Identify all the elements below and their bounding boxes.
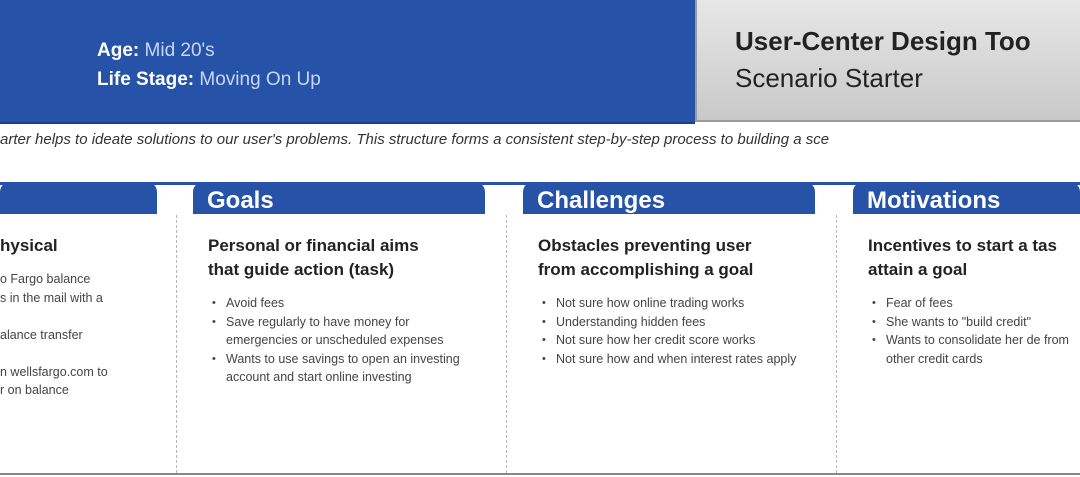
tab-challenges [523,182,815,214]
column-divider [176,215,177,473]
challenges-heading [538,234,813,282]
persona-heading [0,234,170,258]
list-item: • Fear of fees [886,294,1078,313]
persona-column [0,234,170,400]
heading-line: Incentives to start a tas [868,236,1057,255]
column-divider [836,215,837,473]
motivations-heading [868,234,1078,282]
document-subtitle: Scenario Starter [735,63,923,93]
list-item: • Wants to consolidate her de from other credit cards [886,331,1078,368]
heading-line: hysical [0,236,58,255]
heading-line: from accomplishing a goal [538,260,754,279]
heading-line: attain a goal [868,260,968,279]
life-stage-label: Life Stage: [97,69,195,90]
list-item: • Avoid fees [226,294,470,313]
motivations-list [868,294,1078,368]
intro-text: arter helps to ideate solutions to our user's problems. This structure forms a consistent step-by-step process to building a sce [0,131,830,148]
goals-heading [208,234,470,282]
tab-goals [193,182,485,214]
title-box [695,0,1080,122]
list-item: • Save regularly to have money for emergencies or unscheduled expenses [226,313,470,350]
age-line [97,40,215,62]
tab-goals-label: Goals [207,187,274,214]
list-item: • Not sure how and when interest rates apply [556,350,813,369]
list-item: • Understanding hidden fees [556,313,813,332]
tab-motivations-label: Motivations [867,187,1001,214]
age-value: Mid 20's [144,40,215,61]
list-item: alance transfer [0,327,83,342]
life-stage-value: Moving On Up [199,69,321,90]
life-stage-line [97,69,321,91]
list-item: • Not sure how online trading works [556,294,813,313]
tab-persona [0,182,157,214]
persona-list [0,270,170,400]
list-item: o Fargo balance [0,272,91,286]
list-item: • Not sure how her credit score works [556,331,813,350]
list-item: r on balance [0,383,69,397]
document-title: User-Center Design Too [735,26,1031,56]
list-item: n wellsfargo.com to [0,364,108,379]
goals-column [208,234,470,387]
column-divider [506,215,507,473]
persona-banner [0,0,695,124]
tab-motivations [853,182,1080,214]
tab-challenges-label: Challenges [537,187,666,214]
challenges-list [538,294,813,368]
challenges-column [538,234,813,368]
heading-line: that guide action (task) [208,260,395,279]
age-label: Age: [97,40,140,61]
list-item: • Wants to use savings to open an investing account and start online investing [226,350,470,387]
heading-line: Personal or financial aims [208,236,419,255]
heading-line: Obstacles preventing user [538,236,752,255]
goals-list [208,294,470,387]
list-item: • She wants to "build credit" [886,313,1078,332]
list-item: s in the mail with a [0,290,103,305]
list-item [0,307,170,326]
motivations-column [868,234,1078,368]
list-item [0,344,170,363]
